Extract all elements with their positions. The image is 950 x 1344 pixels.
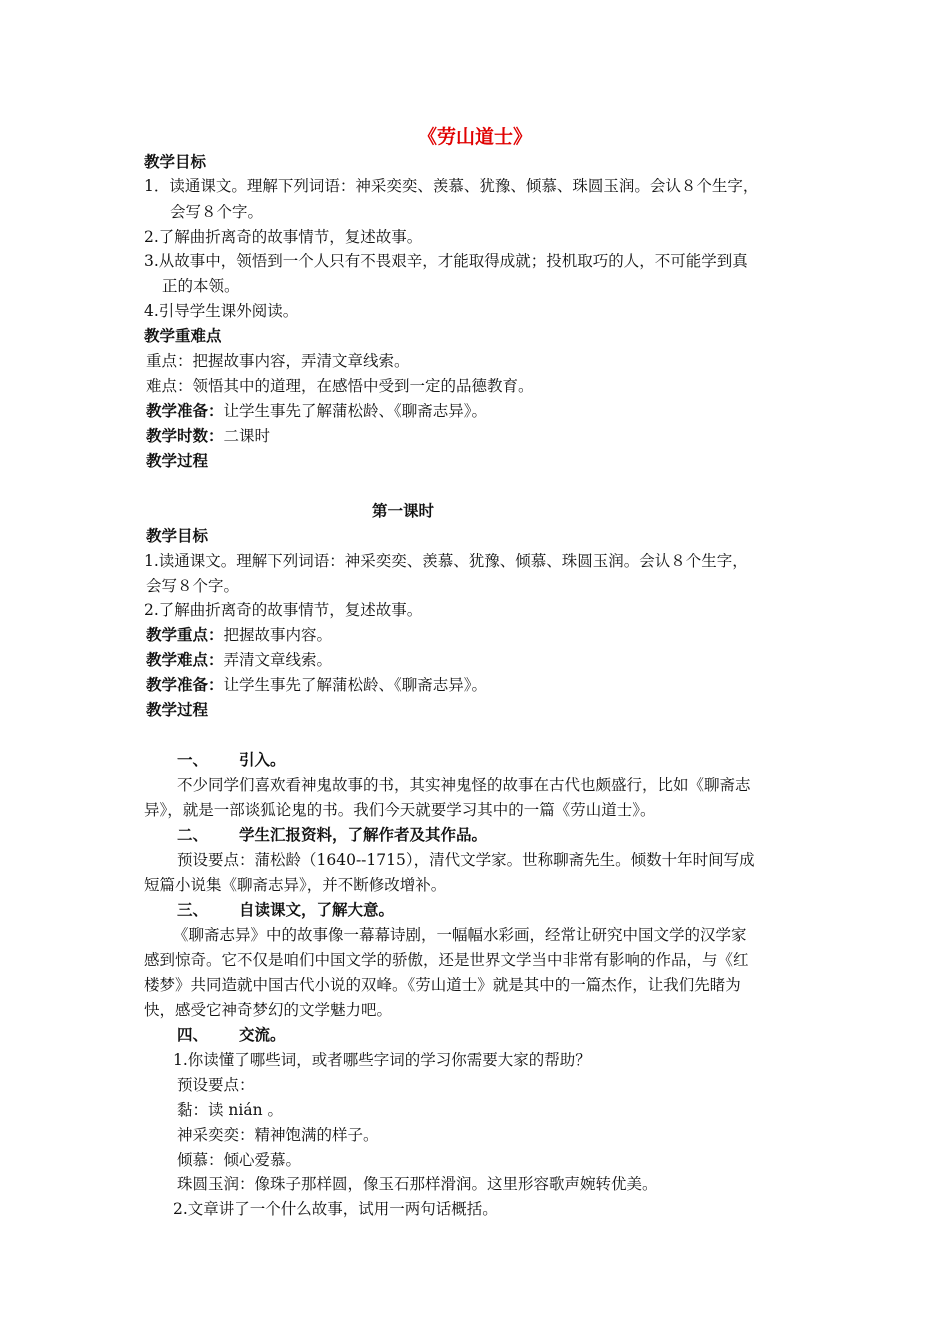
lesson-1-prep-label: 教学准备： — [146, 676, 224, 694]
time-line — [146, 426, 270, 446]
goal-3-line-a: 3.从故事中，领悟到一个人只有不畏艰辛，才能取得成就；投机取巧的人，不可能学到真 — [144, 252, 748, 270]
goal-4: 4.引导学生课外阅读。 — [144, 302, 299, 320]
step-4-heading — [177, 1025, 286, 1045]
goal-3-line-b: 正的本领。 — [162, 277, 240, 295]
step-4-title: 交流。 — [239, 1026, 286, 1044]
document-title: 《劳山道士》 — [417, 126, 532, 148]
key-point: 重点：把握故事内容，弄清文章线索。 — [146, 352, 410, 370]
step-3-heading — [177, 900, 394, 920]
lesson-1-prep-text: 让学生事先了解蒲松龄、《聊斋志异》。 — [223, 676, 488, 694]
step-3-paragraph-line-4: 快，感受它神奇梦幻的文学魅力吧。 — [144, 1001, 393, 1019]
step-4-question-2: 2.文章讲了一个什么故事，试用一两句话概括。 — [173, 1200, 498, 1218]
step-4-word-4: 珠圆玉润：像珠子那样圆，像玉石那样滑润。这里形容歌声婉转优美。 — [177, 1175, 658, 1193]
step-4-word-3: 倾慕：倾心爱慕。 — [177, 1151, 302, 1169]
lesson-1-key-label: 教学重点： — [146, 626, 224, 644]
lesson-1-prep-line — [146, 675, 487, 695]
step-4-word-1: 黏：读 nián 。 — [177, 1101, 284, 1119]
lesson-1-key-line — [146, 625, 332, 645]
step-4-word-2: 神采奕奕：精神饱满的样子。 — [177, 1126, 379, 1144]
step-3-number: 三、 — [177, 901, 209, 919]
step-3-paragraph-line-1: 《聊斋志异》中的故事像一幕幕诗剧，一幅幅水彩画，经常让研究中国文学的汉学家 — [173, 926, 747, 944]
prep-label: 教学准备： — [146, 402, 224, 420]
time-label: 教学时数： — [146, 427, 224, 445]
step-2-heading — [177, 825, 487, 845]
step-2-number: 二、 — [177, 826, 209, 844]
step-4-question-1: 1.你读懂了哪些词，或者哪些字词的学习你需要大家的帮助？ — [173, 1051, 591, 1069]
lesson-1-goal-1-line-b: 会写８个字。 — [146, 577, 240, 595]
lesson-1-heading: 第一课时 — [371, 502, 434, 520]
goal-1-line-a: 1．读通课文。理解下列词语：神采奕奕、羡慕、犹豫、倾慕、珠圆玉润。会认８个生字， — [144, 177, 759, 195]
prep-text: 让学生事先了解蒲松龄、《聊斋志异》。 — [223, 402, 488, 420]
lesson-1-difficult-line — [146, 650, 332, 670]
lesson-1-goal-1-line-a: 1.读通课文。理解下列词语：神采奕奕、羡慕、犹豫、倾慕、珠圆玉润。会认８个生字， — [144, 552, 748, 570]
step-1-heading — [177, 750, 286, 770]
lesson-1-process-heading: 教学过程 — [146, 701, 209, 719]
step-3-paragraph-line-3: 楼梦》共同造就中国古代小说的双峰。《劳山道士》就是其中的一篇杰作，让我们先睹为 — [144, 976, 741, 994]
time-text: 二课时 — [223, 427, 271, 445]
step-1-paragraph-line-2: 异》，就是一部谈狐论鬼的书。我们今天就要学习其中的一篇《劳山道士》。 — [144, 801, 656, 819]
goal-2: 2.了解曲折离奇的故事情节，复述故事。 — [144, 228, 423, 246]
lesson-1-goal-2: 2.了解曲折离奇的故事情节，复述故事。 — [144, 601, 423, 619]
step-3-title: 自读课文，了解大意。 — [239, 901, 395, 919]
prep-line — [146, 401, 487, 421]
step-4-preset-label: 预设要点： — [177, 1076, 255, 1094]
lesson-1-key-text: 把握故事内容。 — [223, 626, 333, 644]
step-1-number: 一、 — [177, 751, 209, 769]
step-2-paragraph-line-2: 短篇小说集《聊斋志异》，并不断修改增补。 — [144, 876, 447, 894]
difficult-point: 难点：领悟其中的道理，在感悟中受到一定的品德教育。 — [146, 377, 534, 395]
step-4-number: 四、 — [177, 1026, 209, 1044]
step-2-paragraph-line-1: 预设要点：蒲松龄（1640--1715），清代文学家。世称聊斋先生。倾数十年时间写成 — [177, 851, 755, 869]
lesson-1-difficult-label: 教学难点： — [146, 651, 224, 669]
step-3-paragraph-line-2: 感到惊奇。它不仅是咱们中国文学的骄傲，还是世界文学当中非常有影响的作品，与《红 — [144, 951, 749, 969]
step-1-title: 引入。 — [239, 751, 286, 769]
step-2-title: 学生汇报资料，了解作者及其作品。 — [239, 826, 488, 844]
lesson-1-goals-heading: 教学目标 — [146, 527, 209, 545]
process-heading: 教学过程 — [146, 452, 209, 470]
step-1-paragraph-line-1: 不少同学们喜欢看神鬼故事的书，其实神鬼怪的故事在古代也颇盛行，比如《聊斋志 — [177, 776, 751, 794]
key-difficult-heading: 教学重难点 — [144, 327, 222, 345]
goals-heading: 教学目标 — [144, 153, 207, 171]
lesson-1-difficult-text: 弄清文章线索。 — [223, 651, 333, 669]
goal-1-line-b: 会写８个字。 — [170, 203, 264, 221]
